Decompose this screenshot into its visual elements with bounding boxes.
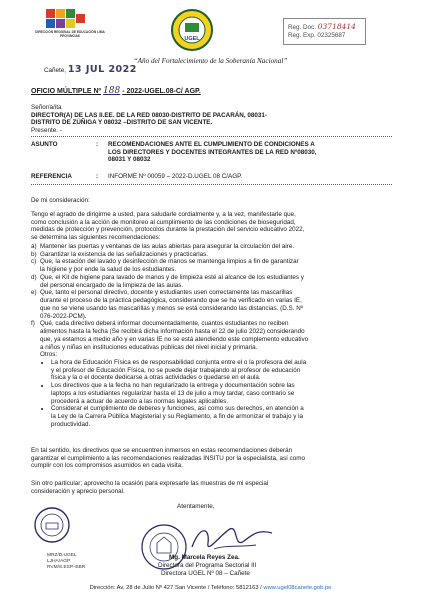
- closing-paragraph-2: [31, 480, 393, 495]
- item-line: Que, el Kit de higiene para lavado de manos y de limpieza esté al alcance de los estudiantes y: [40, 273, 304, 281]
- otros-line: • Los directivos que a la fecha no han regularizado la entrega y documentación sobre las: [51, 382, 295, 390]
- item-line: del personal encargado de la limpieza de las aulas.: [40, 281, 184, 289]
- received-stamp-icon: [32, 505, 72, 545]
- recommendation-b: [31, 251, 393, 259]
- item-text: [40, 274, 304, 289]
- item-letter: c): [31, 258, 37, 266]
- recommendation-e: [31, 289, 393, 320]
- item-letter: e): [31, 289, 37, 297]
- handwritten-signature-icon: [186, 519, 276, 559]
- regional-logo-caption: DIRECCIÓN REGIONAL DE EDUCACIÓN LIMA PROVINCIAS: [35, 30, 105, 38]
- oficio-number-line: [31, 86, 201, 96]
- closing-line: consideración y aprecio personal.: [31, 487, 125, 495]
- intro-line: Tengo el agrado de dirigirme a usted, para saludarle cordialmente y, a la vez, manifestarle que,: [31, 211, 296, 218]
- item-line: que no se viene usando las mascarillas y menos se está considerando las distancias. (D.S. Nº: [40, 304, 304, 312]
- item-letter: d): [31, 273, 37, 281]
- reg-doc-value: 03718414: [317, 22, 356, 31]
- intro-paragraph: [31, 211, 393, 242]
- footer-ref-line: MRZ/D.UGEL: [47, 553, 77, 558]
- otros-line: física y la o el docente dedicarse a otras actividades o quedarse en el aula.: [51, 374, 261, 382]
- footer-website-link[interactable]: www.ugel08canete.gob.pe: [263, 585, 332, 591]
- referencia-colon: :: [96, 173, 99, 180]
- otros-line: • La hora de Educación Física es de responsabilidad conjunta entre el o la profesora del aula: [51, 359, 307, 367]
- recommendation-f: [31, 320, 393, 351]
- item-text: [40, 320, 308, 351]
- recipient-line-2: DISTRITO DE ZÚÑIGA Y 08032 –DISTRITO DE SAN VICENTE.: [31, 119, 213, 127]
- otros-label: Otros:: [40, 351, 58, 359]
- item-text: Garantizar la existencia de las señalizaciones y practicarlas.: [40, 250, 208, 258]
- footer-address: Dirección: Av. 28 de Julio Nº 427 San Vicente / Teléfono: 5812163 /: [89, 585, 262, 591]
- asunto-colon: :: [96, 141, 99, 148]
- item-letter: b): [31, 250, 37, 258]
- footer-ref-line: LJHA/AGP: [47, 558, 71, 564]
- asunto-line-1: RECOMENDACIONES ANTE EL CUMPLIMIENTO DE CONDICIONES A: [108, 141, 315, 148]
- registry-box: [283, 18, 366, 45]
- otros-line: • Considerar el cumplimiento de deberes y funciones, así como sus derechos, en atención a: [51, 405, 304, 413]
- asunto-label: ASUNTO: [31, 141, 58, 148]
- item-letter: a): [31, 243, 37, 250]
- item-line: que, ya estamos a medio año y en varias IE no se está atendiendo este complemento educativo: [40, 335, 309, 343]
- ugel-logo-text: UGEL: [184, 36, 200, 42]
- asunto-line-2: LOS DIRECTORES Y DOCENTES INTEGRANTES DE LA RED Nº08030,: [108, 148, 317, 156]
- item-line: durante el proceso de la práctica pedagógica, considerando que se ha verificado en varias IE,: [40, 297, 302, 305]
- oficio-suffix: - 2022-UGEL.08-C/ AGP.: [122, 88, 201, 95]
- item-line: 076-2022-PCM).: [40, 312, 87, 320]
- ugel-seal-logo: [170, 8, 214, 52]
- intro-line: como conclusión a la acción de monitoreo al cumplimiento de las condiciones de bioseguridad,: [31, 218, 296, 226]
- otros-line: laptops a los estudiantes regularizar hasta el 13 de julio a muy tardar, caso contrario se: [51, 389, 295, 397]
- closing-line: garantizar el cumplimiento a las recomendaciones realizadas INSITU por la especialista, así como: [31, 454, 306, 462]
- recipient-block: [31, 104, 391, 135]
- closing-line: cumplir con los compromisos asumidos en cada visita.: [31, 462, 183, 470]
- item-text: [40, 258, 299, 273]
- closing-paragraph-1: [31, 447, 393, 470]
- item-letter: f): [31, 320, 35, 328]
- page-footer: [0, 585, 421, 591]
- intro-line: se determina las siguientes recomendaciones:: [31, 234, 161, 242]
- recommendation-d: [31, 274, 393, 289]
- divider-top: [31, 136, 392, 137]
- otros-line: procederá a actuar de acuerdo a las normas legales aplicables.: [51, 397, 229, 405]
- item-line: la higiene y por ende la salud de los estudiantes.: [40, 266, 177, 274]
- footer-references: [47, 553, 85, 571]
- item-line: a niños y niñas en instituciones educativas públicas del nivel inicial y primaria.: [40, 343, 258, 351]
- otros-item: [51, 382, 393, 405]
- asunto-line-3: 08031 Y 08032: [108, 156, 151, 164]
- referencia-value: INFORME Nº 00059 – 2022-D.UGEL 08 C/AGP.: [108, 173, 243, 180]
- recommendation-c: [31, 258, 393, 273]
- oficio-handwritten-number: 188: [103, 86, 121, 96]
- year-motto: “Año del Fortalecimiento de la Soberanía Nacional”: [133, 57, 288, 65]
- reg-exp-label: Reg. Exp.: [288, 32, 316, 39]
- otros-item: [51, 359, 393, 382]
- signatory-role-1: Directora del Programa Sectorial III: [158, 562, 257, 569]
- otros-line: la Ley de la Carrera Pública Magisterial y su Reglamento, a fin de armonizar el trabajo y la: [51, 413, 303, 421]
- item-line: Que, la estación del lavado y desinfección de manos se mantenga limpios a fin de garantizar: [40, 258, 299, 266]
- closing-line: Sin otro particular; aprovecho la ocasión para expresarle las muestras de mi especial: [31, 480, 269, 487]
- greeting: De mi consideración:: [31, 197, 90, 204]
- place-label: Cañete,: [44, 67, 67, 74]
- item-text: Mantener las puertas y ventanas de las aulas abiertas para asegurar la circulación del aire.: [40, 243, 295, 250]
- signatory-role-2: Directora UGEL Nº 08 – Cañete: [161, 570, 250, 577]
- signatory-name: Mg. Marcela Reyes Zea.: [169, 554, 240, 561]
- divider-bottom: [31, 184, 392, 185]
- date-stamp: 13 JUL 2022: [67, 64, 137, 75]
- referencia-label: REFERENCIA: [31, 173, 72, 180]
- intro-line: medidas de protección y prevención, protocolos durante la prestación del servicio educativo 2022,: [31, 226, 305, 234]
- otros-item: [51, 405, 393, 428]
- recommendation-a: [31, 243, 393, 251]
- footer-ref-line: RVM/S.ESP.-EBR: [47, 564, 86, 570]
- item-line: alimentos hasta la fecha (Se recibirá dicha información hasta el 22 de julio 2022) considerando: [40, 328, 305, 336]
- asunto-text: [108, 141, 393, 164]
- otros-line: productividad.: [51, 420, 91, 428]
- recipient-line-1: DIRECTOR(A) DE LAS II.EE. DE LA RED 08030-DISTRITO DE PACARÁN, 08031-: [31, 111, 267, 119]
- salutation: Señor/a/ita: [31, 104, 62, 111]
- date-line: [44, 64, 137, 75]
- closing-line: En tal sentido, los directivos que se encuentren inmersos en estas recomendaciones deberán: [31, 447, 293, 454]
- otros-line: y el profesor de Educación Física, no se puede dejar trabajando al profesor de educación: [51, 366, 301, 374]
- oficio-prefix: OFICIO MÚLTIPLE Nº: [31, 88, 102, 95]
- recommendation-list: [31, 243, 393, 429]
- item-text: [40, 289, 303, 320]
- item-line: Que, tanto el personal directivo, docente y estudiantes usen correctamente las mascarillas: [40, 289, 293, 297]
- otros-list: [31, 359, 393, 429]
- reg-exp-value: 02325687: [317, 32, 346, 39]
- presente: Presente. -: [31, 127, 62, 135]
- reg-doc-label: Reg. Doc.: [288, 24, 316, 31]
- item-line: Qué, cada directivo deberá informar documentadamente, cuantos estudiantes no reciben: [40, 320, 289, 328]
- atentamente: Atentamente,: [177, 503, 215, 510]
